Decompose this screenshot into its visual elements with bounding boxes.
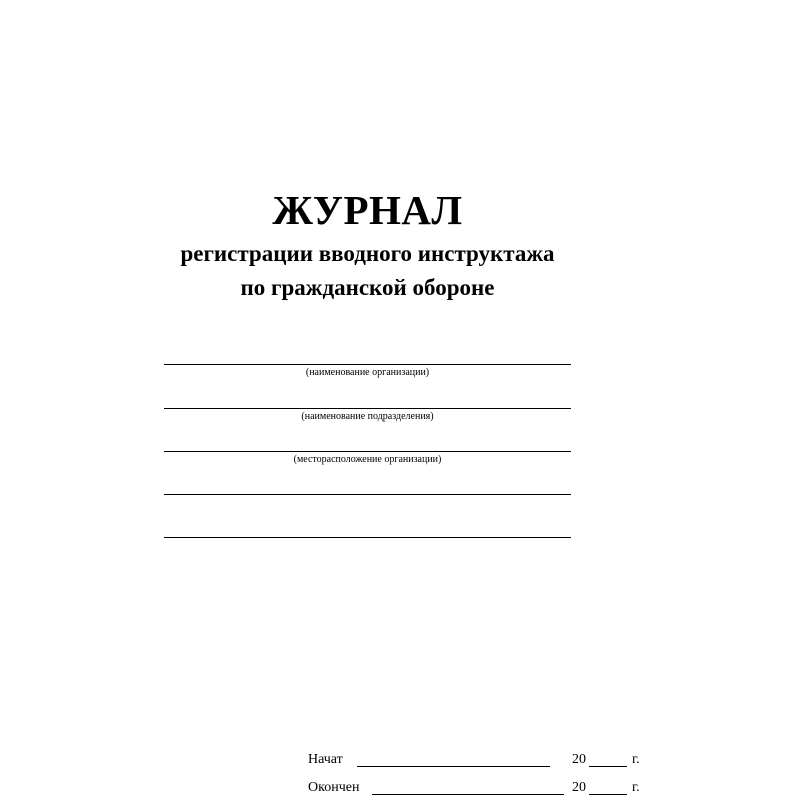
- ended-year-prefix: 20: [572, 780, 586, 795]
- ended-date-row: [308, 777, 648, 799]
- organization-location-caption: (месторасположение организации): [293, 454, 442, 465]
- journal-subtitle-line-2: по гражданской обороне: [240, 275, 495, 300]
- organization-name-line[interactable]: [164, 364, 571, 365]
- journal-subtitle-line-1: регистрации вводного инструктажа: [180, 241, 555, 266]
- blank-line-2[interactable]: [164, 537, 571, 538]
- started-date-row: [308, 749, 648, 771]
- organization-location-line[interactable]: [164, 451, 571, 452]
- blank-line-1[interactable]: [164, 494, 571, 495]
- department-name-caption: (наименование подразделения): [301, 411, 434, 422]
- ended-label: Окончен: [308, 780, 360, 795]
- journal-title: ЖУРНАЛ: [272, 187, 463, 233]
- started-year-prefix: 20: [572, 752, 586, 767]
- ended-year-line[interactable]: [589, 794, 627, 795]
- started-date-line[interactable]: [357, 766, 550, 767]
- started-year-suffix: г.: [632, 752, 640, 767]
- started-year-line[interactable]: [589, 766, 627, 767]
- department-name-line[interactable]: [164, 408, 571, 409]
- ended-year-suffix: г.: [632, 780, 640, 795]
- organization-name-caption: (наименование организации): [305, 367, 430, 378]
- ended-date-line[interactable]: [372, 794, 564, 795]
- started-label: Начат: [308, 752, 343, 767]
